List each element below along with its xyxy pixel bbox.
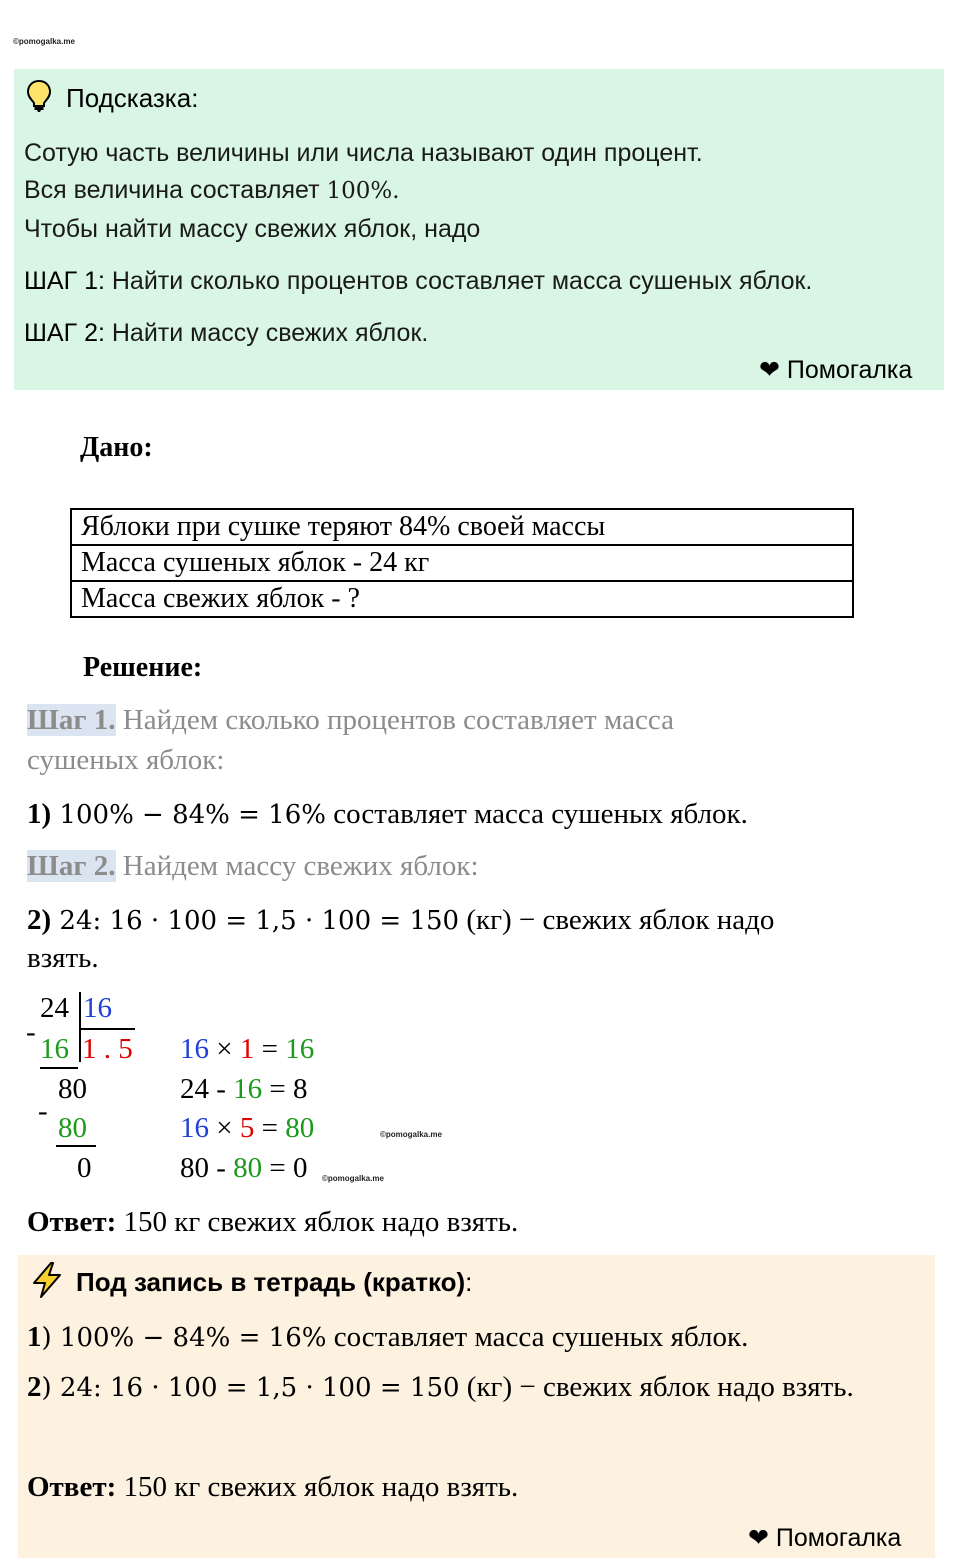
calc-4-eq: = 0 [262,1152,308,1184]
hint-line-2 [24,176,400,205]
given-row-2: Масса сушеных яблок - 24 кг [71,545,853,581]
note-box [18,1255,935,1558]
long-division [0,990,960,1190]
solution-line-1-num: 1) [27,798,52,830]
calc-1-a: 16 [180,1033,209,1065]
note-line-1-text: составляет масса сушеных яблок. [326,1321,749,1353]
calc-1-r: 16 [285,1033,315,1065]
division-sub-1: 16 [40,1033,69,1065]
calc-line-3 [180,1112,314,1145]
heart-icon: ❤ [748,1524,769,1552]
calc-line-2 [180,1073,308,1106]
hint-step-2-label: ШАГ 2: [24,319,105,347]
calc-3-r: 80 [285,1112,315,1144]
note-line-2-num: 2 [27,1371,42,1403]
lightbulb-icon [26,79,52,113]
given-title: Дано: [80,432,153,463]
calc-3-op: × [209,1112,240,1144]
solution-line-2-cont: взять. [27,942,99,974]
division-sub-2: 80 [58,1112,87,1144]
division-divisor: 16 [83,992,112,1024]
calc-3-b: 5 [239,1112,255,1144]
solution-line-1-text: составляет масса сушеных яблок. [325,798,748,830]
solution-step-1-cont: сушеных яблок: [27,744,225,776]
note-title [76,1267,472,1298]
watermark: ©pomogalka.me [13,37,75,46]
hint-title: Подсказка: [66,83,199,113]
division-divisor-line [80,1028,135,1030]
solution-answer-label: Ответ: [27,1206,117,1238]
note-answer-label: Ответ: [27,1471,117,1503]
division-quotient: 1 . 5 [82,1033,133,1065]
hint-signature [759,355,912,385]
hint-line-2-text: Вся величина составляет [24,176,327,204]
solution-step-2-text: Найдем массу свежих яблок: [115,850,479,882]
calc-line-4 [180,1152,308,1185]
note-line-2-math: ) 24: 16 · 100 = 1,5 · 100 = 150 [41,1373,460,1403]
solution-line-2 [27,904,774,937]
division-line-2 [56,1145,96,1147]
hint-line-1: Сотую часть величины или числа называют один процент. [24,139,703,167]
division-minus-1: - [26,1016,36,1048]
note-line-1-math: ) 100% − 84% = 16% [41,1323,327,1353]
solution-answer [27,1206,518,1239]
division-line-1 [40,1067,78,1069]
solution-line-2-text: (кг) − свежих яблок надо [459,904,775,936]
solution-step-1 [27,704,674,737]
watermark: ©pomogalka.me [380,1130,442,1139]
note-line-2 [27,1371,854,1404]
calc-1-b: 1 [239,1033,255,1065]
solution-line-1-math: 100% − 84% = 16% [51,800,326,830]
solution-step-1-label: Шаг 1. [27,704,116,736]
solution-line-2-math: 24: 16 · 100 = 1,5 · 100 = 150 [51,906,460,936]
given-row-3: Масса свежих яблок - ? [71,581,853,617]
calc-4-a: 80 - [180,1152,234,1184]
hint-line-2-math: 100%. [326,178,400,204]
calc-3-a: 16 [180,1112,209,1144]
solution-step-1-text: Найдем сколько процентов составляет масса [115,704,674,736]
note-signature-text: Помогалка [775,1524,902,1552]
calc-4-b: 80 [233,1152,263,1184]
note-answer [27,1471,518,1504]
solution-line-1 [27,798,748,831]
solution-step-2 [27,850,479,883]
calc-2-eq: = 8 [262,1073,308,1105]
watermark: ©pomogalka.me [322,1174,384,1183]
note-signature [748,1523,901,1553]
note-title-text: Под запись в тетрадь (кратко) [76,1267,466,1297]
division-rem-2: 0 [77,1152,92,1184]
calc-2-b: 16 [233,1073,263,1105]
hint-line-3: Чтобы найти массу свежих яблок, надо [24,215,481,243]
hint-step-2-text: Найти массу свежих яблок. [104,319,429,347]
table-row [71,545,853,581]
hint-step-1-label: ШАГ 1: [24,267,105,295]
division-vertical-line [79,992,81,1062]
calc-1-op: × [209,1033,240,1065]
note-line-1-num: 1 [27,1321,42,1353]
calc-1-eq: = [254,1033,286,1065]
hint-signature-text: Помогалка [786,356,913,384]
note-answer-text: 150 кг свежих яблок надо взять. [116,1471,519,1503]
note-title-colon: : [465,1267,473,1297]
solution-line-2-num: 2) [27,904,52,936]
hint-step-1 [24,267,812,296]
given-row-1: Яблоки при сушке теряют 84% своей массы [71,509,853,545]
lightning-icon [30,1261,64,1299]
note-line-2-text: (кг) − свежих яблок надо взять. [459,1371,854,1403]
table-row [71,581,853,617]
note-line-1 [27,1321,748,1354]
hint-step-1-text: Найти сколько процентов составляет масса сушеных яблок. [104,267,813,295]
calc-3-eq: = [254,1112,286,1144]
division-minus-2: - [38,1095,48,1127]
heart-icon: ❤ [759,356,780,384]
hint-step-2 [24,319,428,348]
division-rem-1: 80 [58,1073,87,1105]
calc-line-1 [180,1033,314,1066]
hint-box [14,69,944,390]
given-table [70,508,854,618]
solution-step-2-label: Шаг 2. [27,850,116,882]
calc-2-a: 24 - [180,1073,234,1105]
division-dividend: 24 [40,992,69,1024]
solution-answer-text: 150 кг свежих яблок надо взять. [116,1206,519,1238]
table-row [71,509,853,545]
solution-title: Решение: [83,652,203,683]
